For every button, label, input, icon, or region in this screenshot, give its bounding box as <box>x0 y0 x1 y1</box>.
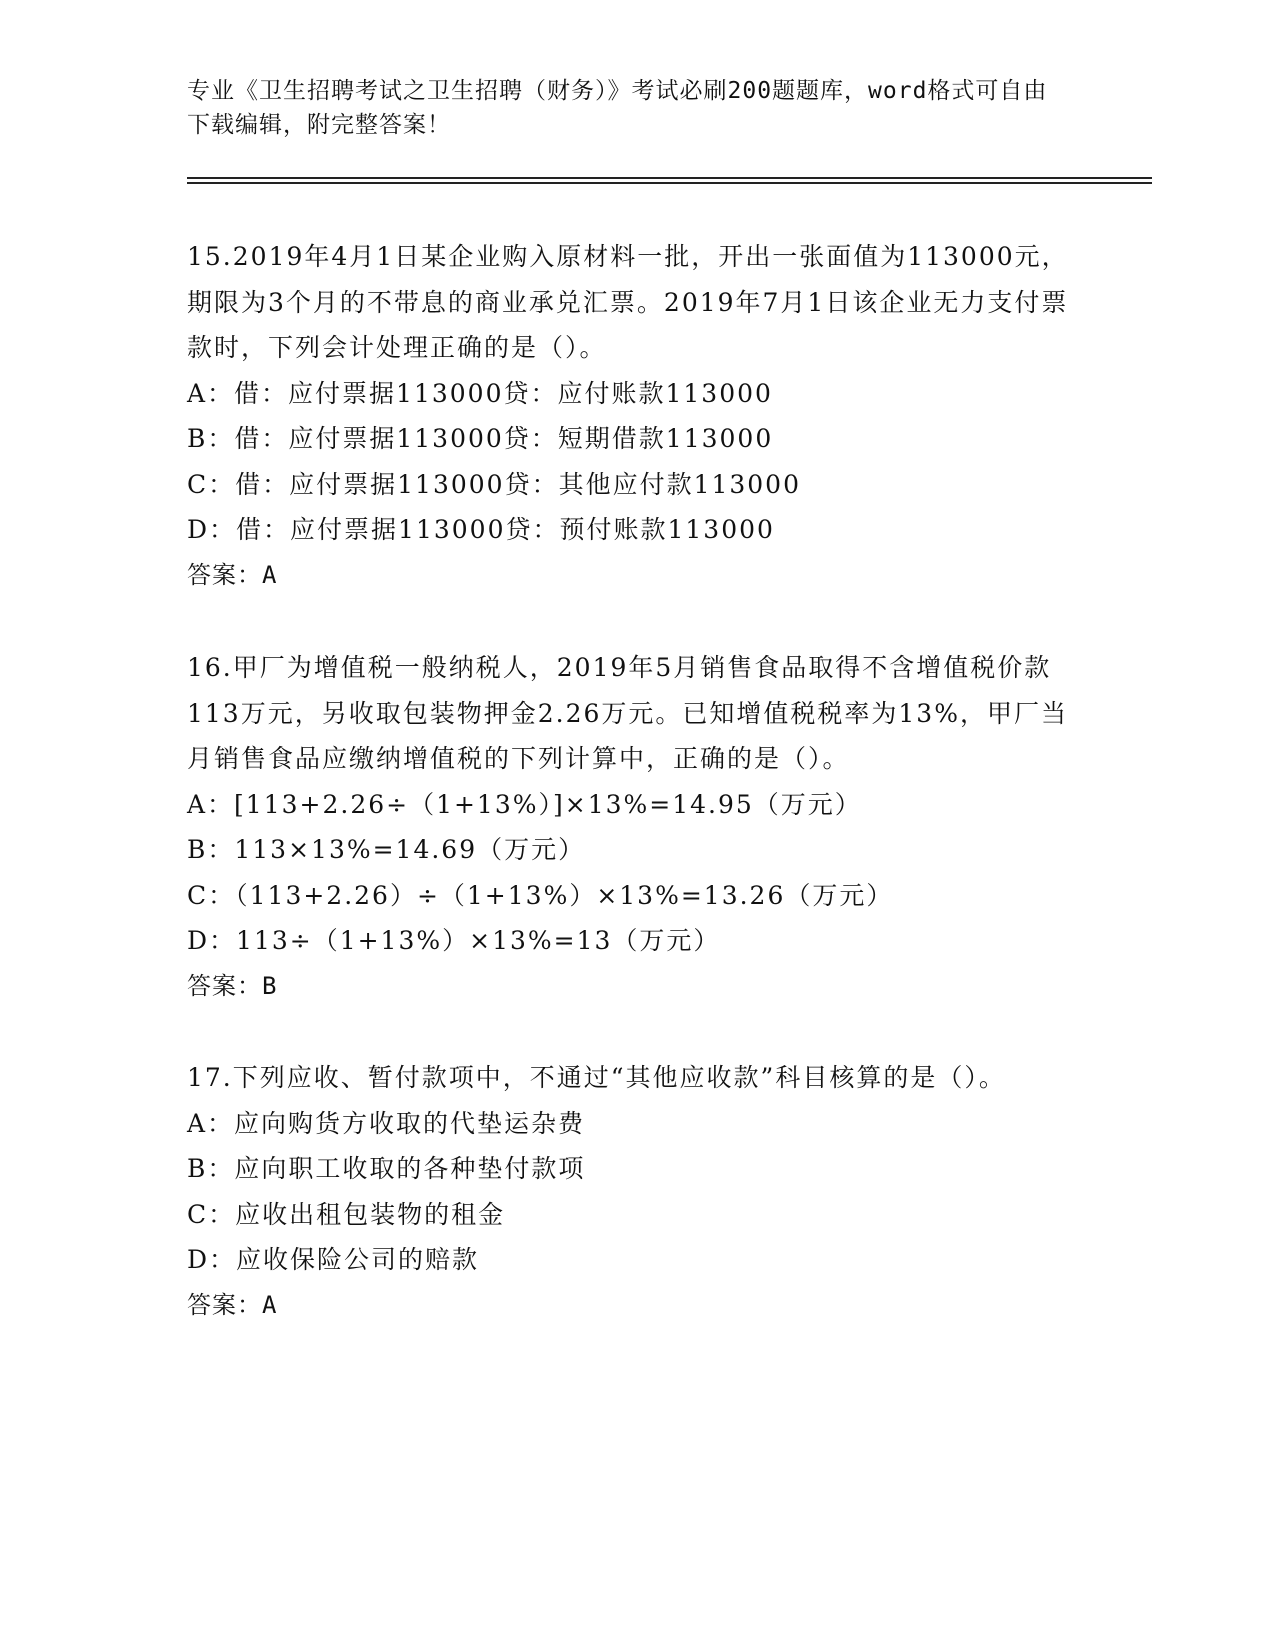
document-header: 专业《卫生招聘考试之卫生招聘（财务）》考试必刷200题题库，word格式可自由下载编辑，附完整答案！ <box>187 78 1048 138</box>
question-stem: 15.2019年4月1日某企业购入原材料一批，开出一张面值为113000元，期限为3个月的不带息的商业承兑汇票。2019年7月1日该企业无力支付票款时，下列会计处理正确的是（）。 <box>187 242 1069 362</box>
header-divider-bottom <box>187 182 1152 184</box>
question-16 <box>187 645 1087 1009</box>
question-15 <box>187 234 1087 598</box>
option-c: C：借：应付票据113000贷：其他应付款113000 <box>187 469 801 499</box>
question-stem: 16.甲厂为增值税一般纳税人，2019年5月销售食品取得不含增值税价款113万元，另收取包装物押金2.26万元。已知增值税税率为13%，甲厂当月销售食品应缴纳增值税的下列计算中，正确的是（）。 <box>187 653 1068 773</box>
option-d: D：借：应付票据113000贷：预付账款113000 <box>187 515 775 544</box>
option-d: D：113÷（1+13%）×13%=13（万元） <box>187 926 721 955</box>
option-c: C：（113+2.26）÷（1+13%）×13%=13.26（万元） <box>187 880 894 910</box>
option-b: B：应向职工收取的各种垫付款项 <box>187 1154 586 1183</box>
option-d: D：应收保险公司的赔款 <box>187 1245 480 1274</box>
question-17 <box>187 1055 1087 1328</box>
option-b: B：113×13%=14.69（万元） <box>187 835 586 864</box>
option-b: B：借：应付票据113000贷：短期借款113000 <box>187 424 774 453</box>
option-a: A：应向购货方收取的代垫运杂费 <box>187 1108 586 1138</box>
option-c: C：应收出租包装物的租金 <box>187 1199 506 1229</box>
option-a: A：[113+2.26÷（1+13%）]×13%=14.95（万元） <box>187 789 862 819</box>
option-a: A：借：应付票据113000贷：应付账款113000 <box>187 378 773 408</box>
question-stem: 17.下列应收、暂付款项中，不通过“其他应收款”科目核算的是（）。 <box>187 1063 1006 1092</box>
answer: 答案：B <box>187 971 278 1000</box>
header-divider-top <box>187 177 1152 179</box>
answer: 答案：A <box>187 1290 278 1319</box>
answer: 答案：A <box>187 560 278 589</box>
